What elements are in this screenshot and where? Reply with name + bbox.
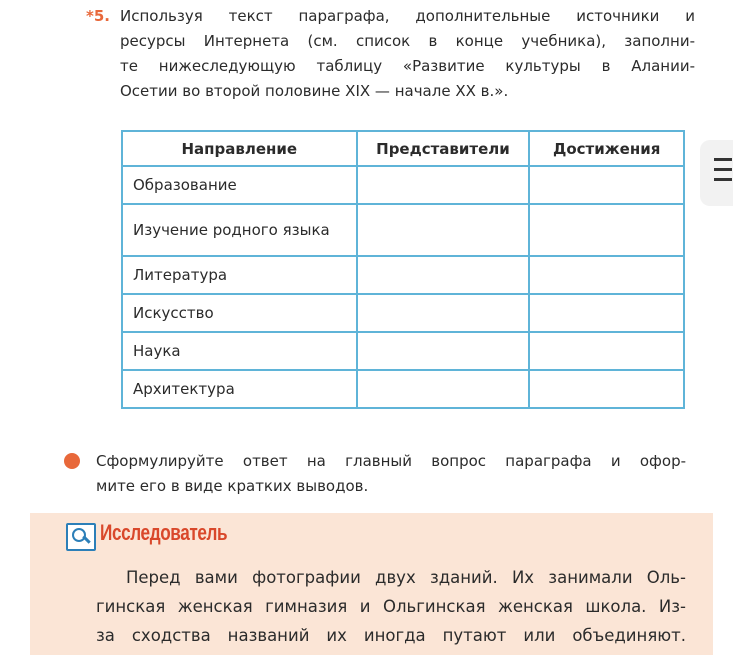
table-cell: Искусство bbox=[122, 294, 357, 332]
table-cell[interactable] bbox=[529, 204, 684, 256]
task-line-3: те нижеследующую таблицу «Развитие культуры в Алании- bbox=[120, 57, 695, 75]
research-box bbox=[30, 513, 713, 655]
table-cell[interactable] bbox=[357, 204, 530, 256]
task-line-4: Осетии во второй половине XIX — начале XX в.». bbox=[120, 82, 509, 100]
table-cell: Образование bbox=[122, 166, 357, 204]
table-cell[interactable] bbox=[357, 332, 530, 370]
table-row bbox=[122, 204, 684, 256]
header-achievements: Достижения bbox=[529, 131, 684, 166]
bullet-icon bbox=[64, 453, 80, 469]
task-line-1: Используя текст параграфа, дополнительные источники и bbox=[120, 7, 695, 25]
table-cell[interactable] bbox=[529, 166, 684, 204]
header-representatives: Представители bbox=[357, 131, 530, 166]
question-line-2: мите его в виде кратких выводов. bbox=[96, 477, 369, 495]
header-direction: Направление bbox=[122, 131, 357, 166]
research-line-3: за сходства названий их иногда путают или объединяют. bbox=[96, 626, 686, 645]
task-line-2: ресурсы Интернета (см. список в конце учебника), заполни- bbox=[120, 32, 695, 50]
question-line-1: Сформулируйте ответ на главный вопрос параграфа и офор- bbox=[96, 452, 686, 470]
table-cell[interactable] bbox=[529, 370, 684, 408]
question-block bbox=[96, 449, 686, 499]
research-title: Исследователь bbox=[100, 520, 228, 545]
research-line-2: гинская женская гимназия и Ольгинская женская школа. Из- bbox=[96, 597, 686, 616]
culture-table bbox=[121, 130, 685, 409]
table-row bbox=[122, 370, 684, 408]
table-cell: Литература bbox=[122, 256, 357, 294]
table-cell[interactable] bbox=[529, 332, 684, 370]
table-cell[interactable] bbox=[357, 370, 530, 408]
table-cell[interactable] bbox=[357, 294, 530, 332]
task-block bbox=[86, 4, 695, 104]
menu-tab[interactable] bbox=[700, 140, 733, 206]
table-row bbox=[122, 294, 684, 332]
table-row bbox=[122, 332, 684, 370]
table-cell[interactable] bbox=[357, 256, 530, 294]
task-number: *5. bbox=[86, 7, 110, 25]
table-row bbox=[122, 166, 684, 204]
table-cell: Изучение родного языка bbox=[122, 204, 357, 256]
table-cell: Архитектура bbox=[122, 370, 357, 408]
magnifier-document-icon bbox=[66, 523, 96, 551]
research-line-1: Перед вами фотографии двух зданий. Их занимали Оль- bbox=[126, 568, 686, 587]
table-header-row bbox=[122, 131, 684, 166]
table-cell[interactable] bbox=[529, 256, 684, 294]
table-row bbox=[122, 256, 684, 294]
table-cell[interactable] bbox=[357, 166, 530, 204]
table-cell[interactable] bbox=[529, 294, 684, 332]
research-text bbox=[96, 563, 686, 650]
table-cell: Наука bbox=[122, 332, 357, 370]
